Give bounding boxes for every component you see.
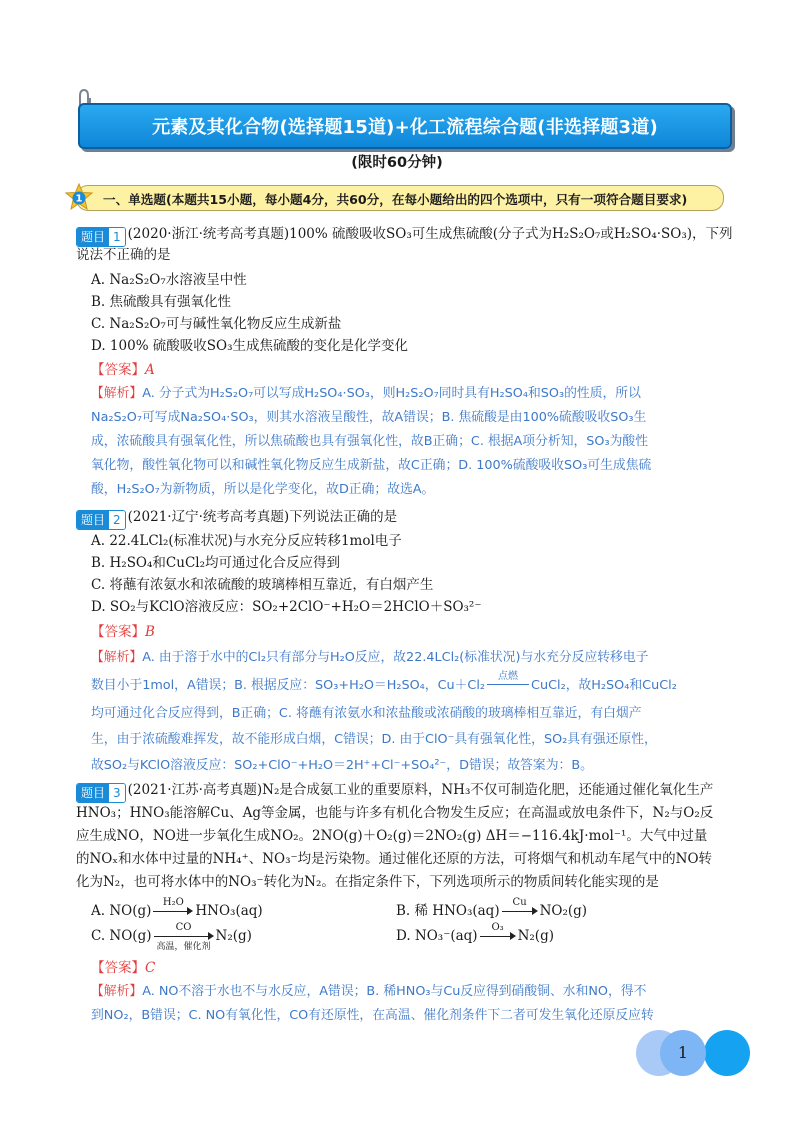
q2-option-a: A. 22.4LCl₂(标准状况)与水充分反应转移1mol电子 [91,533,402,549]
q2-analysis-line5: 故SO₂与KClO溶液反应：SO₂+ClO⁻+H₂O＝2H⁺+Cl⁻+SO₄²⁻，D错误；故答案为：B。 [91,758,593,773]
section-heading-bar [76,185,724,211]
q2-analysis-line4: 生，由于浓硫酸难挥发，故不能形成白烟，C错误；D. 由于ClO⁻具有强氧化性，SO₂具有强还原性， [91,732,657,747]
q1-analysis-tag: 【解析】 [91,386,143,401]
q1-stem-line2: 说法不正确的是 [76,247,171,263]
q1-label-number: 1 [109,228,125,246]
q2-answer-tag: 【答案】 [91,624,145,640]
q3-label-text: 题目 [77,784,109,802]
q3-option-a-right: HNO₃(aq) [195,903,263,919]
q1-analysis-line5: 酸，H₂S₂O₇为新物质，所以是化学变化，故D正确；故选A。 [91,482,435,497]
q1-analysis-line2: Na₂S₂O₇可写成Na₂SO₄·SO₃，则其水溶液呈酸性，故A错误；B. 焦硫酸是由100%硫酸吸收SO₃生 [91,410,647,425]
q2-stem-text: (2021·辽宁·统考高考真题)下列说法正确的是 [127,509,398,525]
q3-option-c [91,922,252,952]
q2-analysis-text1: A. 由于溶于水中的Cl₂只有部分与H₂O反应，故22.4LCl₂(标准状况)与水充分反应转移电子 [142,650,649,665]
q2-stem [76,507,397,530]
q3-option-d-left: D. NO₃⁻(aq) [396,928,478,944]
q1-option-a: A. Na₂S₂O₇水溶液呈中性 [91,272,247,288]
q2-analysis-line3: 均可通过化合反应得到，B正确；C. 将蘸有浓氨水和浓盐酸或浓硝酸的玻璃棒相互靠近，有白烟产 [91,706,642,721]
q2-label-number: 2 [109,511,125,529]
q1-analysis-line1 [91,384,641,404]
q1-answer-tag: 【答案】 [91,362,145,378]
page-number: 1 [677,1043,689,1062]
q2-option-c: C. 将蘸有浓氨水和浓硫酸的玻璃棒相互靠近，有白烟产生 [91,577,434,593]
q3-option-d-arrow [478,922,518,946]
q3-option-b-arrow-label: Cu [512,897,527,908]
q3-analysis-text1: A. NO不溶于水也不与水反应，A错误；B. 稀HNO₃与Cu反应得到硝酸铜、水和NO，得不 [142,984,647,999]
q1-answer [91,360,155,380]
q2-analysis-line1 [91,648,648,668]
q3-analysis-tag: 【解析】 [91,984,143,999]
q2-analysis-line2 [91,671,677,696]
q1-analysis-text1: A. 分子式为H₂S₂O₇可以写成H₂SO₄·SO₃，则H₂S₂O₇同时具有H₂SO₄和SO₃的性质，所以 [142,386,641,401]
q3-stem-line1 [76,780,713,803]
title-banner [78,103,732,149]
q1-stem-text: (2020·浙江·统考高考真题)100% 硫酸吸收SO₃可生成焦硫酸(分子式为H₂S₂O₇或H₂SO₄·SO₃)，下列 [127,226,733,242]
q2-label-text: 题目 [77,511,109,529]
q1-analysis-line3: 成，浓硫酸具有强氧化性，所以焦硫酸也具有强氧化性，故B正确；C. 根据A项分析知，SO₃为酸性 [91,434,649,449]
q3-analysis-line1 [91,982,646,1002]
page-title: 元素及其化合物(选择题15道)+化工流程综合题(非选择题3道) [152,117,658,138]
q1-label-text: 题目 [77,228,109,246]
q1-option-d: D. 100% 硫酸吸收SO₃生成焦硫酸的变化是化学变化 [91,338,409,354]
ignite-arrow-label: 点燃 [498,671,519,682]
star-number-icon [65,183,93,211]
q3-option-d [396,922,554,946]
q1-answer-value: A [145,362,155,378]
q3-option-d-right: N₂(g) [517,928,554,944]
q2-analysis-tag: 【解析】 [91,650,143,665]
q1-option-c: C. Na₂S₂O₇可与碱性氧化物反应生成新盐 [91,316,342,332]
q3-option-c-arrow-condition: 高温，催化剂 [156,942,211,952]
q3-stem-line5: 化为N₂，也可将水体中的NO₃⁻转化为N₂。在指定条件下，下列选项所示的物质间转化能实现的是 [76,874,659,890]
q3-stem-text1: (2021·江苏·高考真题)N₂是合成氨工业的重要原料，NH₃不仅可制造化肥，还能通过催化氧化生产 [127,782,714,798]
q3-analysis-line2: 到NO₂，B错误；C. NO有氧化性，CO有还原性，在高温、催化剂条件下二者可发生氧化还原反应转 [91,1008,654,1023]
q2-option-b: B. H₂SO₄和CuCl₂均可通过化合反应得到 [91,555,340,571]
q2-label [76,510,126,530]
q1-label [76,227,126,247]
section-number: 1 [75,193,83,205]
q3-option-c-arrow-label: CO [175,922,192,933]
time-limit: (限时60分钟) [351,155,443,171]
q3-option-c-right: N₂(g) [215,928,252,944]
q3-option-c-left: C. NO(g) [91,928,152,944]
q1-stem-line1 [76,224,733,247]
page-number-decor-3 [704,1030,750,1076]
q1-option-b: B. 焦硫酸具有强氧化性 [91,294,232,310]
q2-option-d: D. SO₂与KClO溶液反应：SO₂+2ClO⁻+H₂O＝2HClO＋SO₃²⁻ [91,599,482,615]
q3-answer-tag: 【答案】 [91,960,145,976]
q3-option-a-left: A. NO(g) [91,903,152,919]
section-heading: 一、单选题(本题共15小题，每小题4分，共60分，在每小题给出的四个选项中，只有一项符合题目要求) [103,191,688,207]
q3-option-b-right: NO₂(g) [539,903,588,919]
q2-answer [91,622,155,642]
q3-stem-line3: 应生成NO，NO进一步氧化生成NO₂。2NO(g)＋O₂(g)＝2NO₂(g) ΔH＝−116.4kJ·mol⁻¹。大气中过量 [76,828,708,844]
q2-answer-value: B [145,624,155,640]
q3-answer [91,958,155,978]
q2-analysis-text2a: 数目小于1mol，A错误；B. 根据反应：SO₃+H₂O＝H₂SO₄，Cu＋Cl₂ [91,678,486,693]
q3-option-b-left: B. 稀 HNO₃(aq) [396,903,500,919]
q3-option-d-arrow-label: O₃ [491,922,504,933]
ignite-arrow [485,671,531,696]
q3-label-number: 3 [109,784,125,802]
q3-option-c-arrow [152,922,216,952]
q1-analysis-line4: 氧化物，酸性氧化物可以和碱性氧化物反应生成新盐，故C正确；D. 100%硫酸吸收SO₃可生成焦硫 [91,458,652,473]
q3-label [76,783,126,803]
q2-analysis-text2b: CuCl₂，故H₂SO₄和CuCl₂ [531,678,677,693]
q3-stem-line4: 的NOₓ和水体中过量的NH₄⁺、NO₃⁻均是污染物。通过催化还原的方法，可将烟气和机动车尾气中的NO转 [76,851,713,867]
q3-answer-value: C [145,960,156,976]
q3-option-a-arrow-label: H₂O [162,897,184,908]
q3-stem-line2: HNO₃；HNO₃能溶解Cu、Ag等金属，也能与许多有机化合物发生反应；在高温或放电条件下，N₂与O₂反 [76,805,714,821]
